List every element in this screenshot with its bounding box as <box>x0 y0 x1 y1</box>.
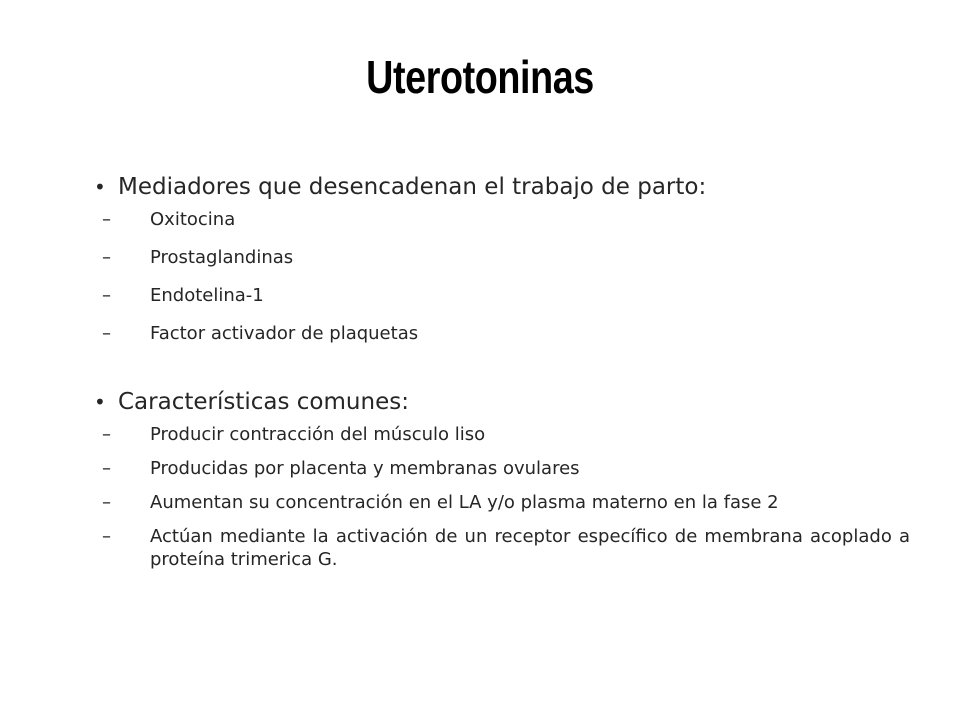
list-item-text: Aumentan su concentración en el LA y/o plasma materno en la fase 2 <box>150 492 779 513</box>
bullet-heading-text: Mediadores que desencadenan el trabajo de parto: <box>118 174 707 200</box>
bullet-heading-text: Características comunes: <box>118 389 409 415</box>
section-characteristics <box>90 385 910 571</box>
list-item-text: Endotelina-1 <box>150 285 264 306</box>
dash-marker: – <box>102 492 111 513</box>
dash-marker: – <box>102 247 111 268</box>
list-item-text: Prostaglandinas <box>150 247 294 268</box>
list-item-text: Factor activador de plaquetas <box>150 323 419 344</box>
list-item <box>102 284 910 307</box>
list-item-text: Oxitocina <box>150 209 236 230</box>
dash-marker: – <box>102 323 111 344</box>
bullet-dot: • <box>94 175 106 199</box>
dash-marker: – <box>102 526 111 547</box>
slide-body <box>90 170 910 582</box>
bullet-heading <box>90 170 910 204</box>
dash-marker: – <box>102 458 111 479</box>
list-item-text: Actúan mediante la activación de un receptor específico de membrana acoplado a proteína trimerica G. <box>150 526 910 570</box>
list-item <box>102 525 910 571</box>
dash-marker: – <box>102 424 111 445</box>
list-item <box>102 208 910 231</box>
dash-marker: – <box>102 285 111 306</box>
list-item-text: Producir contracción del músculo liso <box>150 424 486 445</box>
sub-list <box>90 423 910 571</box>
bullet-heading <box>90 385 910 419</box>
list-item <box>102 491 910 514</box>
slide-title: Uterotoninas <box>366 51 594 103</box>
section-mediators <box>90 170 910 345</box>
bullet-dot: • <box>94 390 106 414</box>
list-item <box>102 423 910 446</box>
list-item <box>102 457 910 480</box>
dash-marker: – <box>102 209 111 230</box>
list-item-text: Producidas por placenta y membranas ovulares <box>150 458 580 479</box>
list-item <box>102 322 910 345</box>
sub-list <box>90 208 910 345</box>
list-item <box>102 246 910 269</box>
